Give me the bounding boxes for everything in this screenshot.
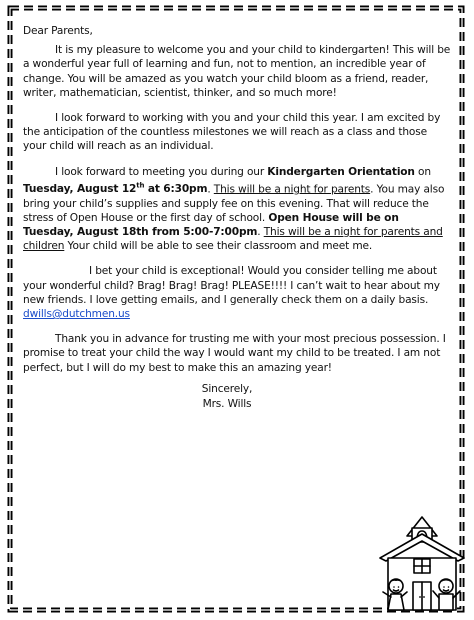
orientation-text-6: Your child will be able to see their classroom and meet me. bbox=[64, 240, 373, 253]
open-house-date: Open House will be on Tuesday, August 18th from 5:00-7:00pm bbox=[23, 211, 399, 238]
orientation-text-1: I look forward to meeting you during our bbox=[55, 165, 268, 178]
window-icon bbox=[414, 559, 430, 573]
orientation-text-4: . You may also bring your child’s supplies and supply fee on this evening. That will reduce the stress of Open House or the first day of school. bbox=[23, 183, 445, 224]
signature: Mrs. Wills bbox=[202, 397, 252, 410]
paragraph-welcome: It is my pleasure to welcome you and your child to kindergarten! This will be a wonderful year full of learning and fun, not to mention, an incredible year of change. You will be amazed as you watch your child bloom as a friend, reader, writer, mathematician, scientist, thinker, and so much more! bbox=[23, 44, 451, 99]
paragraph-milestones: I look forward to working with you and your child this year. I am excited by the anticipation of the countless milestones we will reach as a class and those your child will reach as an individual. bbox=[23, 112, 441, 153]
paragraph-thanks: Thank you in advance for trusting me with your most precious possession. I promise to treat your child the way I would want my child to be treated. I am not perfect, but I will do my best to make this an amazing year! bbox=[23, 333, 446, 374]
parents-night-note: This will be a night for parents bbox=[213, 183, 371, 196]
orientation-date bbox=[23, 183, 207, 195]
family-night-note: This will be a night for parents and children bbox=[23, 225, 443, 253]
orientation-text-3: . bbox=[207, 183, 214, 196]
orientation-event-name: Kindergarten Orientation bbox=[267, 165, 415, 178]
orientation-text-2: on bbox=[414, 165, 431, 178]
letter-body bbox=[23, 24, 451, 412]
salutation: Dear Parents, bbox=[23, 25, 93, 37]
signoff bbox=[23, 382, 451, 412]
door-icon bbox=[413, 582, 431, 610]
schoolhouse-illustration bbox=[374, 512, 470, 612]
closing: Sincerely, bbox=[201, 382, 253, 395]
girl-child-icon bbox=[383, 579, 407, 610]
paragraph-brag bbox=[23, 264, 451, 321]
paragraph-orientation bbox=[23, 165, 451, 254]
roof bbox=[380, 534, 464, 561]
orientation-time: at 6:30pm bbox=[144, 183, 208, 196]
email-link[interactable]: dwills@dutchmen.us bbox=[23, 307, 130, 320]
orientation-text-5: . bbox=[257, 225, 264, 238]
orientation-date-suffix: th bbox=[136, 181, 145, 190]
orientation-date-day: Tuesday, August 12 bbox=[23, 183, 137, 196]
brag-text: I bet your child is exceptional! Would you consider telling me about your wonderful child? Brag! Brag! Brag! PLEASE!!!! I can’t wait to hear about my new friends. I love getting emails, and I generally check them on a daily basis. bbox=[23, 265, 440, 306]
